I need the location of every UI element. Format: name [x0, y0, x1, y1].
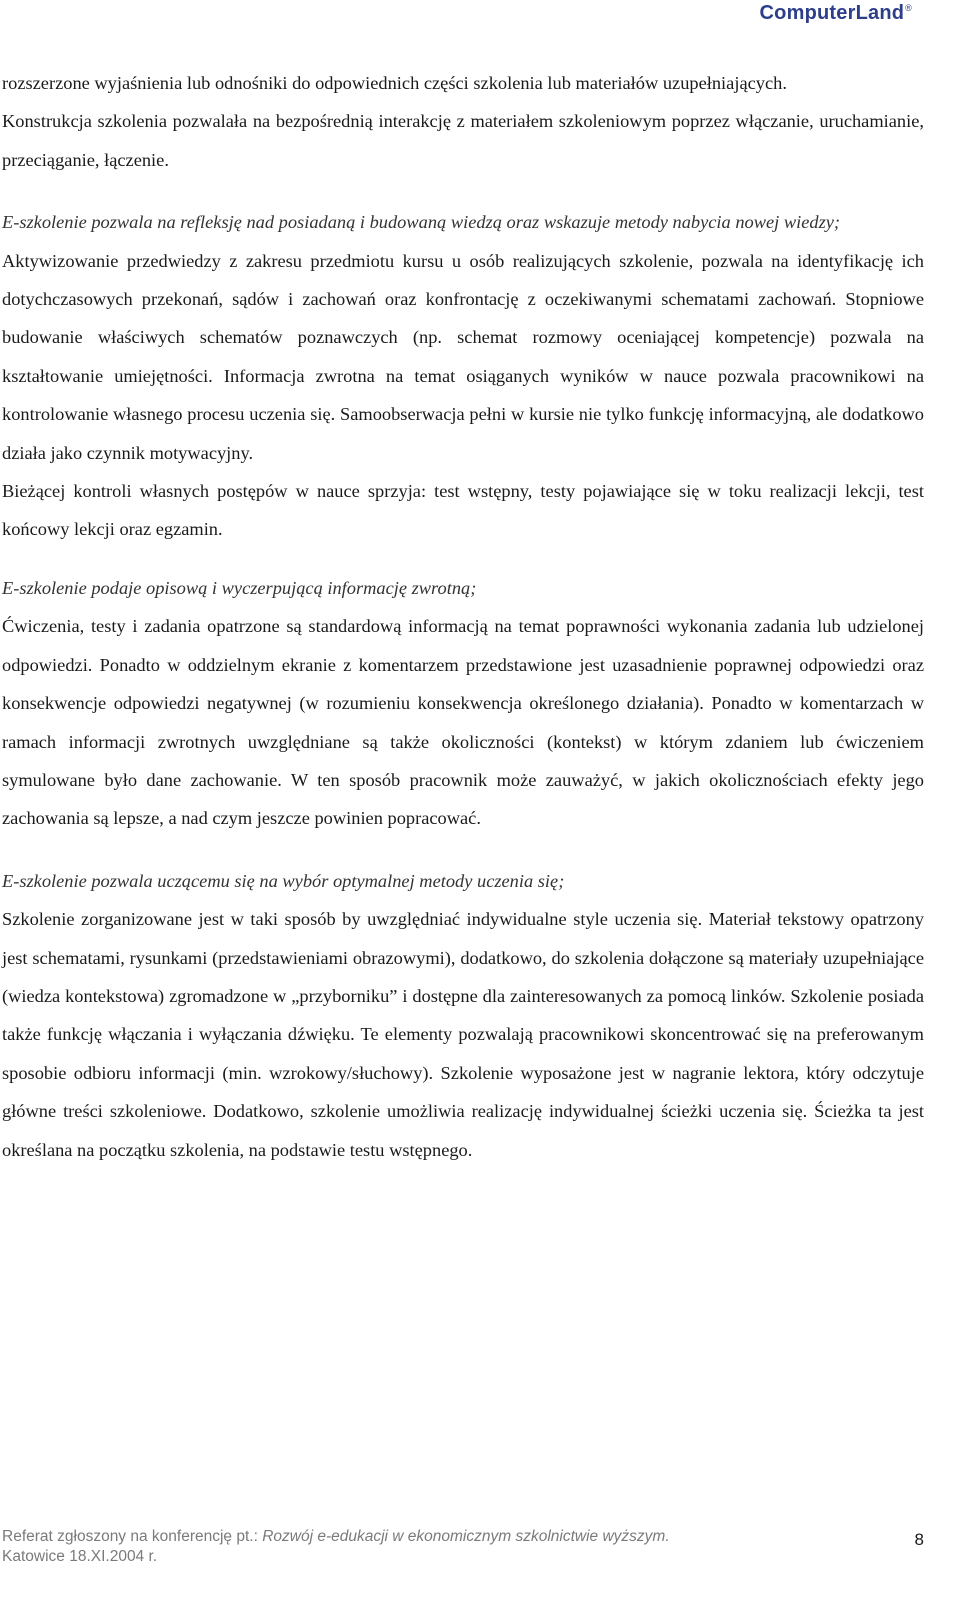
paragraph-1: rozszerzone wyjaśnienia lub odnośniki do odpowiednich części szkolenia lub materiałów uzupełniających.	[2, 73, 787, 93]
document-body	[2, 64, 924, 1169]
section-heading-3: E-szkolenie pozwala uczącemu się na wybór optymalnej metody uczenia się;	[2, 870, 565, 891]
spacer	[2, 838, 924, 862]
page-footer	[2, 1527, 924, 1567]
footer-line-2: Katowice 18.XI.2004 r.	[2, 1548, 158, 1565]
spacer	[2, 179, 924, 203]
section-heading-2: E-szkolenie podaje opisową i wyczerpującą informację zwrotną;	[2, 577, 477, 598]
footer-line-1	[2, 1527, 924, 1547]
spacer	[2, 549, 924, 569]
logo-text: ComputerLand	[759, 2, 905, 24]
computerland-logo	[760, 2, 912, 25]
paragraph-2: Konstrukcja szkolenia pozwalała na bezpośrednią interakcję z materiałem szkoleniowym poprzez włączanie, uruchamianie, przeciąganie, łączenie.	[2, 111, 924, 170]
page-number: 8	[914, 1530, 924, 1549]
footer-prefix: Referat zgłoszony na konferencję pt.:	[2, 1528, 263, 1545]
paragraph-5: Ćwiczenia, testy i zadania opatrzone są standardową informacją na temat poprawności wykonania zadania lub udzielonej odpowiedzi. Ponadto w oddzielnym ekranie z komentarzem przedstawione jest uzasadnienie poprawnej odpowiedzi oraz konsekwencje odpowiedzi negatywnej (w rozumieniu konsekwencja określonego działania). Ponadto w komentarzach w ramach informacji zwrotnych uwzględniane są także okoliczności (kontekst) w którym zdaniem lub ćwiczeniem symulowane było dane zachowanie. W ten sposób pracownik może zauważyć, w jakich okolicznościach efekty jego zachowania są lepsze, a nad czym jeszcze powinien popracować.	[2, 616, 924, 829]
paragraph-3: Aktywizowanie przedwiedzy z zakresu przedmiotu kursu u osób realizujących szkolenie, pozwala na identyfikację ich dotychczasowych przekonań, sądów i zachowań oraz konfrontację z oczekiwanymi schematami zachowań. Stopniowe budowanie właściwych schematów poznawczych (np. schemat rozmowy oceniającej kompetencje) pozwala na kształtowanie umiejętności. Informacja zwrotna na temat osiąganych wyników w nauce pozwala pracownikowi na kontrolowanie własnego procesu uczenia się. Samoobserwacja pełni w kursie nie tylko funkcję informacyjną, ale dodatkowo działa jako czynnik motywacyjny.	[2, 250, 924, 463]
section-heading-1: E-szkolenie pozwala na refleksję nad posiadaną i budowaną wiedzą oraz wskazuje metody nabycia nowej wiedzy;	[2, 212, 841, 233]
conference-title: Rozwój e-edukacji w ekonomicznym szkolnictwie wyższym.	[262, 1528, 670, 1545]
paragraph-4: Bieżącej kontroli własnych postępów w nauce sprzyja: test wstępny, testy pojawiające się w toku realizacji lekcji, test końcowy lekcji oraz egzamin.	[2, 481, 924, 540]
paragraph-6: Szkolenie zorganizowane jest w taki sposób by uwzględniać indywidualne style uczenia się. Materiał tekstowy opatrzony jest schematami, rysunkami (przedstawieniami obrazowymi), dodatkowo, do szkolenia dołączone są materiały uzupełniające (wiedza kontekstowa) zgromadzone w „przyborniku” i dostępne dla zainteresowanych za pomocą linków. Szkolenie posiada także funkcję włączania i wyłączania dźwięku. Te elementy pozwalają pracownikowi skoncentrować się na preferowanym sposobie odbioru informacji (min. wzrokowy/słuchowy). Szkolenie wyposażone jest w nagranie lektora, który odczytuje główne treści szkoleniowe. Dodatkowo, szkolenie umożliwia realizację indywidualnej ścieżki uczenia się. Ścieżka ta jest określana na początku szkolenia, na podstawie testu wstępnego.	[2, 909, 924, 1160]
registered-mark: ®	[905, 3, 912, 14]
